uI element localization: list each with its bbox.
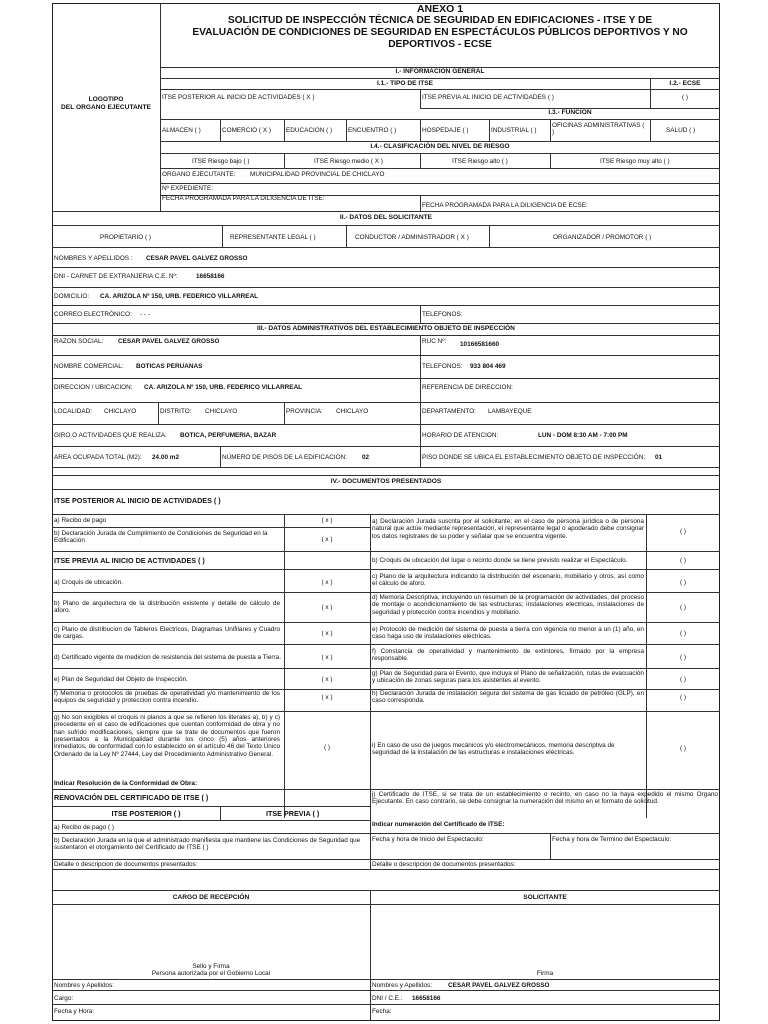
funcion-comercio[interactable]: COMERCIO ( X ) [222,127,271,134]
ruc-value: 10166581660 [460,341,500,348]
ruc-label: RUC Nº: [422,338,447,345]
ecse-doc-c-check[interactable]: ( ) [679,579,687,586]
previa-doc-e: e) Plan de Seguridad del Objeto de Inspección. [54,676,188,683]
recepcion-cargo-label: Cargo: [54,995,74,1002]
detalle-right-label: Detalle o descripcion de documentos presentados: [372,861,516,868]
piso-label: PISO DONDE SE UBICA EL ESTABLECIMIENTO OBJETO DE INSPECCIÓN: [422,454,646,461]
ecse-doc-b-check[interactable]: ( ) [679,557,687,564]
role-organizador[interactable]: ORGANIZADOR / PROMOTOR ( ) [553,234,652,241]
itse-previa-option[interactable]: ITSE PREVIA AL INICIO DE ACTIVIDADES ( ) [422,94,554,101]
ecse-doc-j: j) Certificado de ITSE, si se trata de un establecimiento o recinto, en caso no la haya expedido el mismo Organo Ejecutante. En caso contrario, se debe consignar la numeración del mismo en el formato de solicitud. [372,791,718,806]
solicitante-dni-value: 16658166 [196,273,225,280]
organo-label: ORGANO EJECUTANTE: [162,171,236,178]
cargo-recepcion-title: CARGO DE RECEPCIÓN [172,894,250,901]
ecse-doc-a-check[interactable]: ( ) [679,528,687,535]
direccion-label: DIRECCION / UBICACION: [54,384,133,391]
funcion-salud[interactable]: SALUD ( ) [666,127,696,134]
telefonos-value: 933 804 469 [470,363,506,370]
funcion-title: I.3.- FUNCION [548,109,592,116]
itse-previa-title[interactable]: ITSE PREVIA AL INICIO DE ACTIVIDADES ( ) [54,556,205,565]
fecha-ecse-label: FECHA PROGRAMADA PARA LA DILIGENCIA DE ECSE: [422,202,588,209]
razon-value: CESAR PAVEL GALVEZ GROSSO [118,338,220,345]
post-doc-a: a) Recibo de pago [54,517,107,524]
itse-type-title: I.1.- TIPO DE ITSE [376,80,434,87]
previa-doc-e-check[interactable]: ( x ) [321,676,333,683]
provincia-label: PROVINCIA: [286,408,323,415]
distrito-value: CHICLAYO [205,408,238,415]
fecha-termino-label: Fecha y hora de Termino del Espectaculo: [552,836,672,843]
logo-line-1: LOGOTIPO [88,96,124,103]
localidad-value: CHICLAYO [104,408,137,415]
pisos-label: NÚMERO DE PISOS DE LA EDIFICACION: [222,454,347,461]
solicitante-nombres-label: NOMBRES Y APELLIDOS : [54,255,133,262]
solicitante-firma-nombres-value: CESAR PAVEL GALVEZ GROSSO [448,982,550,989]
ecse-doc-d: d) Memoria Descriptiva, incluyendo un resumen de la programación de actividades, del proceso de montaje o acondicionamiento de las estructuras; instalaciones electricas, instalaciones de seguridad y protección contra incendios y mobiliario. [372,594,644,616]
section-3-title: III.- DATOS ADMINISTRATIVOS DEL ESTABLECIMIENTO OBJETO DE INSPECCIÓN [257,325,515,332]
logo-line-2: DEL ORGANO EJECUTANTE [61,103,151,111]
comercial-label: NOMBRE COMERCIAL: [54,363,124,370]
funcion-hospedaje[interactable]: HOSPEDAJE ( ) [422,127,469,134]
section-1-title: I.- INFORMACION GENERAL [395,68,485,75]
solicitante-firma-nombres-label: Nombres y Apellidos: [372,982,433,989]
ecse-doc-f: f) Constancia de operatividad y mantenimiento de extintores, firmado por la empresa responsable. [372,648,644,663]
solicitante-nombres-value: CESAR PAVEL GALVEZ GROSSO [146,255,248,262]
razon-label: RAZON SOCIAL: [54,338,104,345]
area-label: AREA OCUPADA TOTAL (M2): [54,454,142,461]
organo-value: MUNICIPALIDAD PROVINCIAL DE CHICLAYO [250,171,385,178]
solicitante-dni-footer-label: DNI / C.E.: [372,995,403,1002]
firma-label: Firma [536,970,554,977]
previa-doc-d: d) Certificado vigente de medicion de resistencia del sistema de puesta a Tierra. [54,654,281,661]
solicitante-title: SOLICITANTE [523,894,567,901]
renovacion-previa[interactable]: ITSE PREVIA ( ) [266,809,320,818]
expediente-label: Nº EXPEDIENTE: [162,185,213,192]
departamento-label: DEPARTAMENTO: [422,408,476,415]
ecse-doc-d-check[interactable]: ( ) [679,604,687,611]
ecse-doc-e-check[interactable]: ( ) [679,630,687,637]
riesgo-bajo[interactable]: ITSE Riesgo bajo ( ) [192,158,250,165]
giro-label: GIRO O ACTIVIDADES QUE REALIZA: [54,432,167,439]
solicitante-dni-footer-value: 16658166 [412,995,441,1002]
annex-label: ANEXO 1 [416,3,464,15]
section-2-title: II.- DATOS DEL SOLICITANTE [339,214,433,221]
detalle-left-label: Detalle o descripcion de documentos presentados: [54,861,198,868]
solicitante-dni-label: DNI - CARNET DE EXTRANJERIA C.E. Nº: [54,273,178,280]
ecse-doc-a: a) Declaración Jurada suscrita por el solicitante; en el caso de persona jurídica o de persona natural que actúe mediante representación, el representante legal o apoderado debe consignar los datos registrales de su poder y señalar que se encuentra vigente. [372,518,644,540]
telefonos-label: TELEFONOS: [422,363,463,370]
title-line-1: SOLICITUD DE INSPECCIÓN TÉCNICA DE SEGURIDAD EN EDIFICACIONES - ITSE Y DE [227,15,653,27]
ecse-doc-j-note: Indicar numeración del Certificado de ITSE: [372,821,505,828]
role-representante[interactable]: REPRESENTANTE LEGAL ( ) [230,234,316,241]
previa-doc-a-check[interactable]: ( x ) [321,579,333,586]
riesgo-muy-alto[interactable]: ITSE Riesgo muy alto ( ) [600,158,670,165]
previa-doc-g-note: Indicar Resolución de la Conformidad de Obra: [54,780,198,787]
riesgo-title: I.4.- CLASIFICACIÓN DEL NIVEL DE RIESGO [370,143,510,150]
horario-label: HORARIO DE ATENCION: [422,432,499,439]
funcion-oficinas[interactable]: OFICINAS ADMINISTRATIVAS ( ) [552,122,645,137]
funcion-encuentro[interactable]: ENCUENTRO ( ) [348,127,397,134]
fecha-inicio-label: Fecha y hora de Inicio del Espectaculo: [372,836,484,843]
area-value: 24.00 m2 [152,454,180,461]
ecse-doc-i: i) En caso de uso de juegos mecánicos y/o electromecánicos, memoria descriptiva de seguridad de la instalación de las estructuras e instalaciones eléctricas. [372,742,615,757]
renovacion-doc-b[interactable]: b) Declaración Jurada en la que el administrado manifiesta que mantiene las Condiciones de Seguridad que sustentaron el otorgamiento del Certificado de ITSE ( ) [54,837,361,852]
role-conductor[interactable]: CONDUCTOR / ADMINISTRADOR ( X ) [355,234,469,241]
post-doc-a-check[interactable]: ( x ) [321,517,333,524]
previa-doc-g: g) No son exigibles el croquis ni planos a que se refieren los literales a), b) y c) precedente en el caso de edificaciones que cuentan conformidad de obra y no han sufrido modificaciones, siempre que se trate de documentos que fueron presentados a la Municipalidad durante los cinco (5) años anteriores inmediatos, de conformidad con lo establecido en el artículo 46 del Texto Único Ordenado de la Ley Nº 27444, Ley del Procedimiento Administrativo General. [54,714,280,758]
title-line-3: DEPORTIVOS - ECSE [388,38,492,50]
localidad-label: LOCALIDAD: [54,408,93,415]
ecse-doc-g: g) Plan de Seguridad para el Evento, que incluya el Plano de señalización, rutas de evacuación y ubicación de zonas seguras para los asistentes al evento. [372,670,644,685]
previa-doc-a: a) Croquis de ubicación. [54,579,123,586]
solicitante-correo-label: CORREO ELECTRÓNICO: [54,311,132,318]
role-propietario[interactable]: PROPIETARIO ( ) [100,234,152,241]
ecse-doc-h: h) Declaración Jurada de instalación segura del sistema de gas licuado de petróleo (GLP), en caso corresponda. [372,690,644,705]
fecha-itse-label: FECHA PROGRAMADA PARA LA DILIGENCIA DE ITSE: [162,195,325,202]
solicitante-domicilio-label: DOMICILIO: [54,293,90,300]
funcion-educacion[interactable]: EDUCACION ( ) [286,127,333,134]
funcion-industrial[interactable]: INDUSTRIAL ( ) [491,127,537,134]
solicitante-telefonos-label: TELEFONOS: [422,311,463,318]
giro-value: BOTICA, PERFUMERIA, BAZAR [180,432,277,439]
title-line-2: EVALUACIÓN DE CONDICIONES DE SEGURIDAD EN ESPECTÁCULOS PÚBLICOS DEPORTIVOS Y NO [192,26,688,38]
recepcion-fecha-hora-label: Fecha y Hora: [54,1008,95,1015]
solicitante-domicilio-value: CA. ARIZOLA Nº 150, URB. FEDERICO VILLARREAL [100,293,259,300]
document-header [162,3,718,50]
direccion-value: CA. ARIZOLA Nº 150, URB. FEDERICO VILLARREAL [144,384,303,391]
distrito-label: DISTRITO: [160,408,192,415]
comercial-value: BOTICAS PERUANAS [136,363,203,370]
ecse-doc-h-check[interactable]: ( ) [679,694,687,701]
logo-divider [160,3,161,211]
recepcion-nombres-label: Nombres y Apellidos: [54,982,115,989]
provincia-value: CHICLAYO [336,408,369,415]
renovacion-title[interactable]: RENOVACIÓN DEL CERTIFICADO DE ITSE ( ) [54,793,209,802]
solicitante-fecha-label: Fecha: [372,1008,392,1015]
section-4-title: IV.- DOCUMENTOS PRESENTADOS [330,478,442,485]
ecse-doc-b: b) Croquis de ubicación del lugar o recinto donde se tiene previsto realizar el Espectáculo. [372,557,628,564]
logo-placeholder [54,96,158,111]
previa-doc-d-check[interactable]: ( x ) [321,654,333,661]
previa-doc-f-check[interactable]: ( x ) [321,694,333,701]
previa-doc-c-check[interactable]: ( x ) [321,630,333,637]
previa-doc-b: b) Plano de arquitectura de la distribución existente y detalle de cálculo de aforo. [54,600,280,615]
previa-doc-f: f) Memoria o protocolos de pruebas de operatividad y/o mantenimiento de los equipos de seguridad y proteccion contra incendio. [54,690,280,705]
post-doc-b-check[interactable]: ( x ) [321,536,333,543]
referencia-label: REFERENCIA DE DIRECCION: [422,384,513,391]
piso-value: 01 [655,454,663,461]
post-doc-b: b) Declaración Jurada de Cumplimiento de Condiciones de Seguridad en la Edificación [54,530,268,545]
horario-value: LUN - DOM 8:30 AM - 7:00 PM [538,432,628,439]
ecse-doc-f-check[interactable]: ( ) [679,654,687,661]
ecse-doc-c: c) Plano de la arquitectura indicando la distribución del escenario, mobiliario y otros, así como el cálculo de aforo. [372,573,644,588]
solicitante-correo-value: - - - [140,311,150,318]
previa-doc-g-check[interactable]: ( ) [323,744,331,751]
ecse-option[interactable]: ( ) [681,94,689,101]
pisos-value: 02 [362,454,370,461]
funcion-almacen[interactable]: ALMACEN ( ) [162,127,201,134]
sello-firma-label: Sello y Firma [192,963,230,970]
itse-posterior-option[interactable]: ITSE POSTERIOR AL INICIO DE ACTIVIDADES ( X ) [162,94,315,101]
riesgo-alto[interactable]: ITSE Riesgo alto ( ) [452,158,508,165]
previa-doc-c: c) Plano de distribucion de Tableros Electricos, Diagramas Unifilares y Cuadro de cargas. [54,626,280,641]
previa-doc-b-check[interactable]: ( x ) [321,604,333,611]
renovacion-doc-a[interactable]: a) Recibo de pago ( ) [54,824,115,831]
itse-posterior-title[interactable]: ITSE POSTERIOR AL INICIO DE ACTIVIDADES ( ) [54,496,221,505]
renovacion-posterior[interactable]: ITSE POSTERIOR ( ) [111,809,181,818]
ecse-doc-g-check[interactable]: ( ) [679,676,687,683]
ecse-doc-e: e) Protocolo de medición del sistema de puesta a tierra con vigencia no menor a un (1) año, en caso haga uso de instalaciones eléctricas. [372,626,644,641]
departamento-value: LAMBAYEQUE [488,408,532,415]
riesgo-medio[interactable]: ITSE Riesgo medio ( X ) [314,158,383,165]
ecse-doc-i-check[interactable]: ( ) [679,745,687,752]
persona-autorizada-label: Persona autorizada por el Gobierno Local [151,970,271,977]
ecse-title: I.2.- ECSE [669,80,701,87]
